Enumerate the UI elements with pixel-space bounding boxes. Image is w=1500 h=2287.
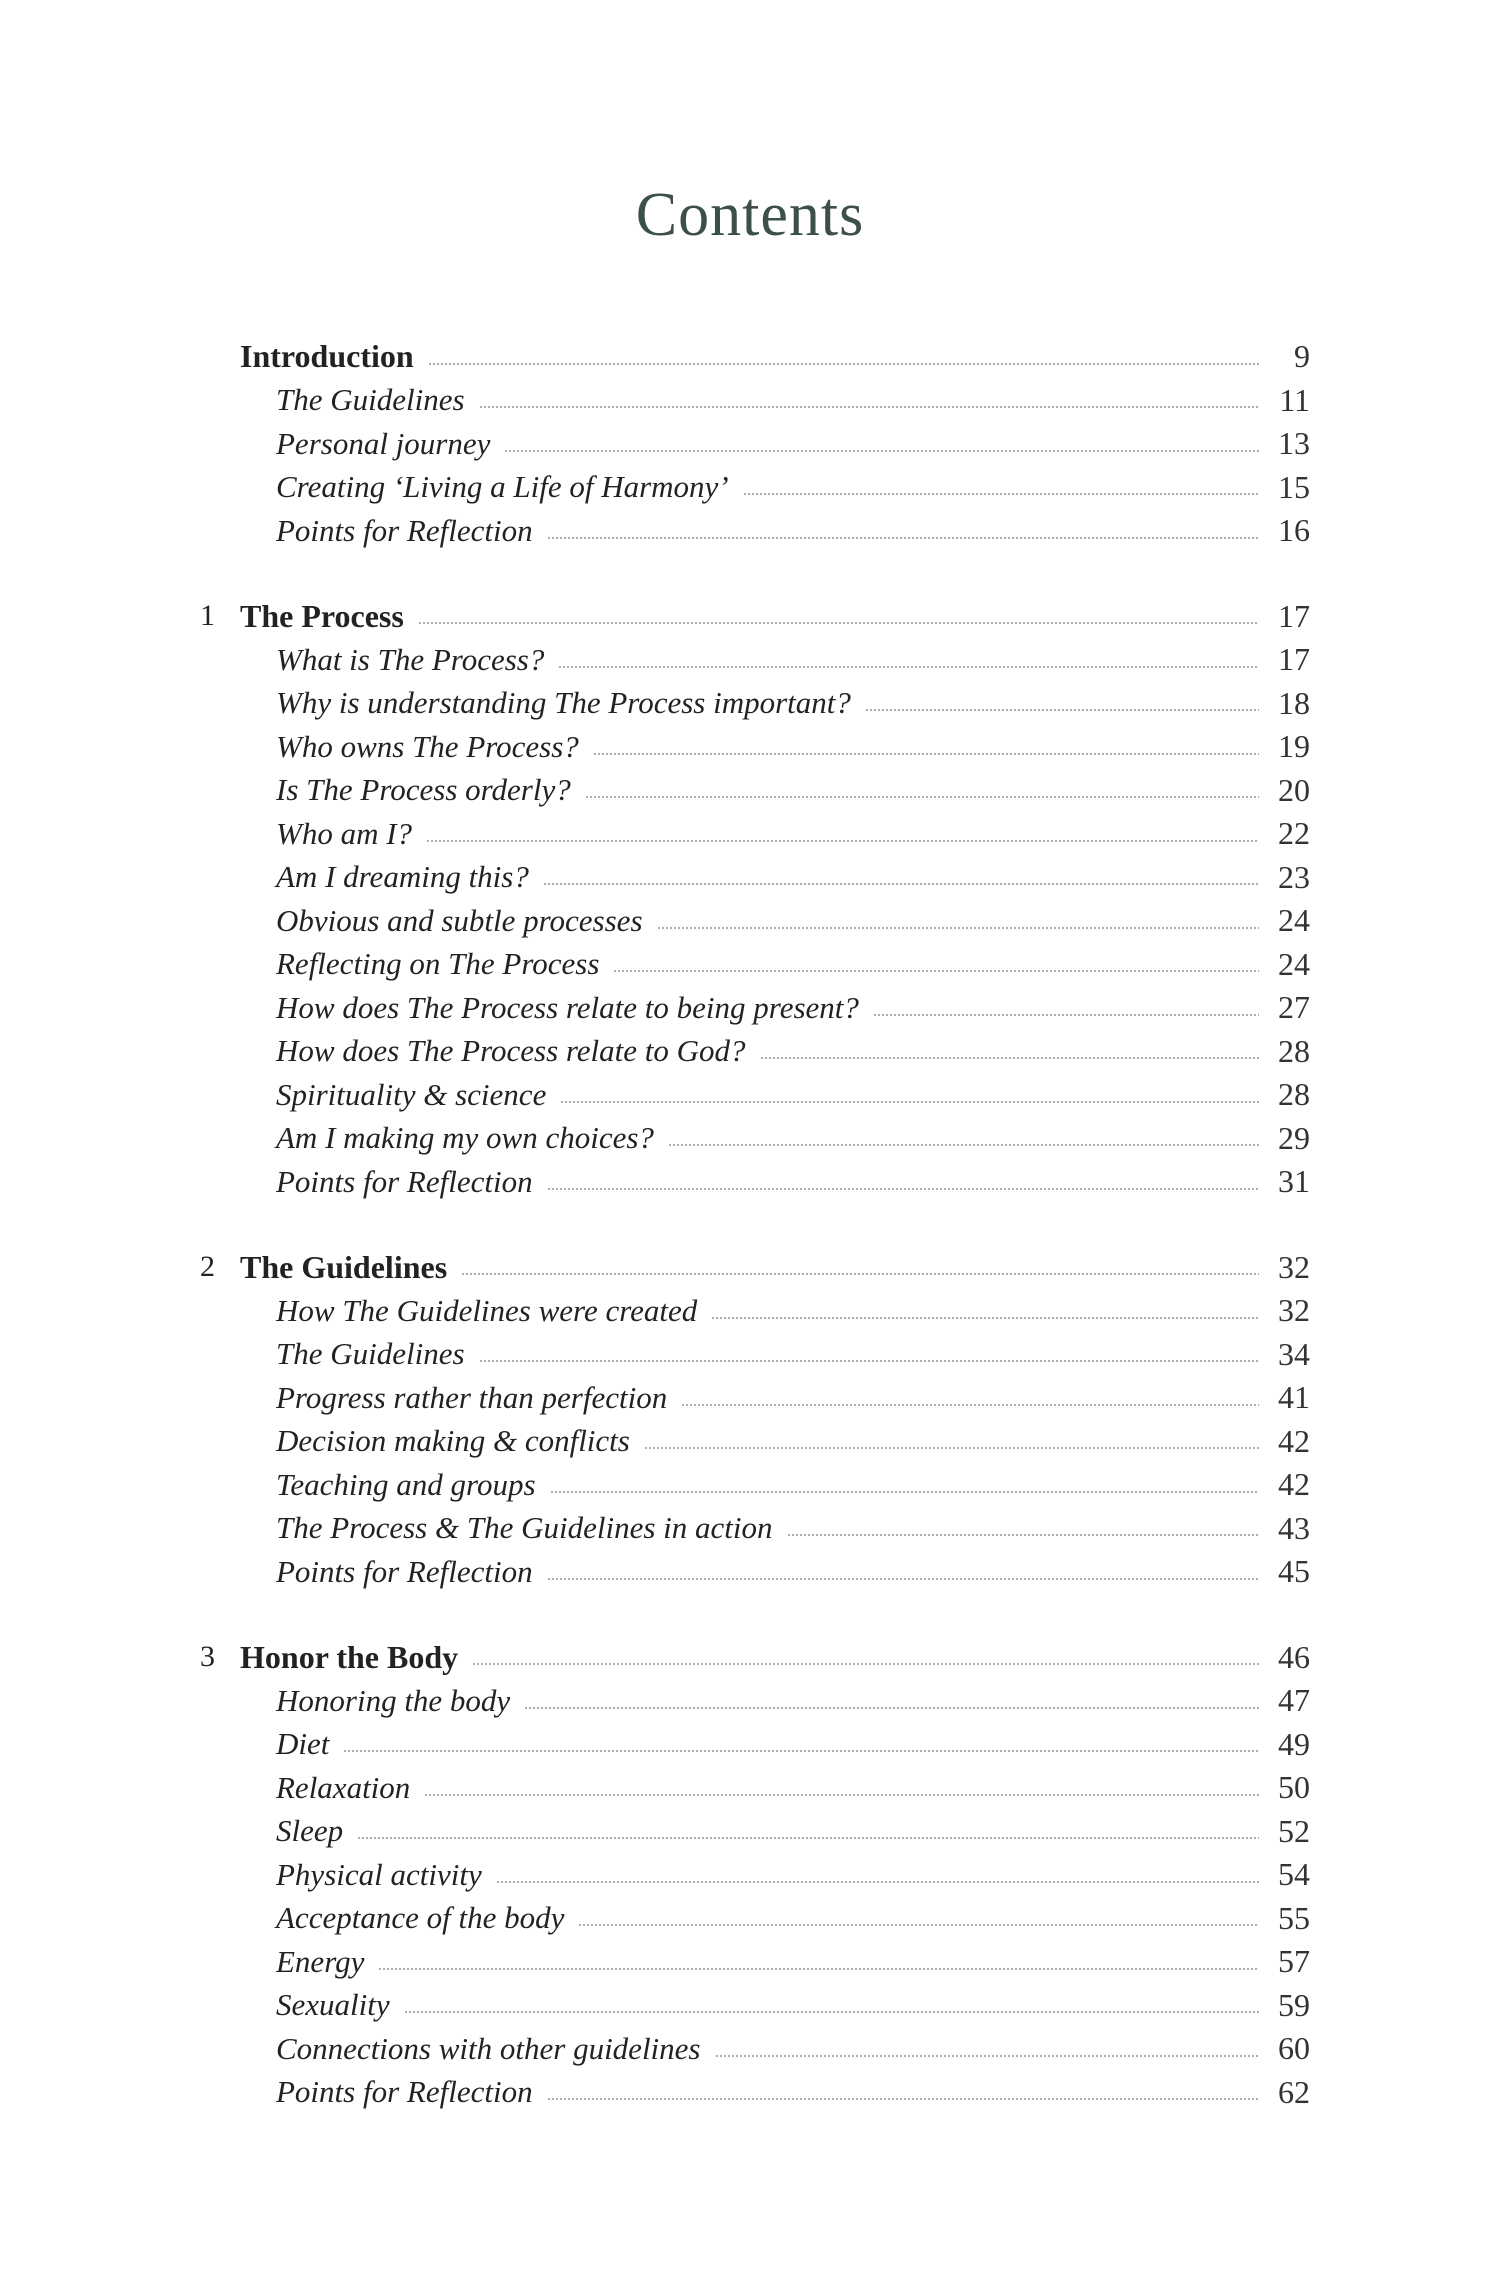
page-number: 47 <box>1278 1682 1310 1719</box>
entry-label-wrap <box>276 1857 1273 1893</box>
dot-leader <box>578 1924 1259 1926</box>
toc-subentry <box>0 1550 1500 1594</box>
entry-label-wrap <box>276 772 1273 808</box>
toc-subentry <box>0 1984 1500 2028</box>
toc-subentry <box>0 422 1500 466</box>
subentry-title: Reflecting on The Process <box>276 946 600 982</box>
toc-subentry <box>0 638 1500 682</box>
subentry-title: Decision making & conflicts <box>276 1423 630 1459</box>
toc-subentry <box>0 812 1500 856</box>
subentry-title: Points for Reflection <box>276 2074 533 2110</box>
toc-chapter-entry <box>0 595 1500 639</box>
entry-label-wrap <box>276 1120 1273 1156</box>
toc-subentry <box>0 466 1500 510</box>
page-number: 24 <box>1278 945 1310 982</box>
entry-label-wrap <box>276 1293 1273 1329</box>
dot-leader <box>426 840 1259 842</box>
toc-subentry <box>0 1853 1500 1897</box>
entry-label-wrap <box>276 903 1273 939</box>
dot-leader <box>593 753 1259 755</box>
dot-leader <box>461 1273 1259 1275</box>
table-of-contents <box>0 335 1500 2156</box>
entry-label-wrap <box>276 1726 1273 1762</box>
entry-label-wrap <box>240 1639 1273 1676</box>
entry-label-wrap <box>276 1900 1273 1936</box>
entry-label-wrap <box>276 469 1273 505</box>
entry-label-wrap <box>276 816 1273 852</box>
chapter-number: 1 <box>200 599 215 633</box>
toc-subentry <box>0 725 1500 769</box>
entry-label-wrap <box>276 685 1273 721</box>
page-number: 15 <box>1278 468 1310 505</box>
page-number: 27 <box>1278 989 1310 1026</box>
dot-leader <box>865 709 1259 711</box>
dot-leader <box>787 1534 1259 1536</box>
subentry-title: Relaxation <box>276 1769 411 1805</box>
dot-leader <box>550 1491 1259 1493</box>
toc-subentry <box>0 1117 1500 1161</box>
toc-chapter-entry <box>0 1246 1500 1290</box>
page-number: 17 <box>1278 597 1310 634</box>
page-number: 16 <box>1278 512 1310 549</box>
dot-leader <box>472 1663 1259 1665</box>
dot-leader <box>547 2098 1259 2100</box>
page-number: 34 <box>1278 1335 1310 1372</box>
page-number: 42 <box>1278 1466 1310 1503</box>
subentry-title: Obvious and subtle processes <box>276 902 643 938</box>
toc-subentry <box>0 1376 1500 1420</box>
subentry-title: Sleep <box>276 1813 344 1849</box>
page-number: 55 <box>1278 1899 1310 1936</box>
subentry-title: Honoring the body <box>276 1682 511 1718</box>
subentry-title: How The Guidelines were created <box>276 1292 698 1328</box>
subentry-title: Personal journey <box>276 425 491 461</box>
entry-label-wrap <box>276 1467 1273 1503</box>
subentry-title: How does The Process relate to being present? <box>276 989 859 1025</box>
page-number: 20 <box>1278 771 1310 808</box>
toc-subentry <box>0 943 1500 987</box>
entry-label-wrap <box>276 426 1273 462</box>
toc-subentry <box>0 1940 1500 1984</box>
page-number: 28 <box>1278 1076 1310 1113</box>
entry-label-wrap <box>276 1987 1273 2023</box>
page-number: 46 <box>1278 1638 1310 1675</box>
toc-section <box>0 335 1500 553</box>
subentry-title: Spirituality & science <box>276 1076 547 1112</box>
dot-leader <box>558 666 1259 668</box>
entry-label-wrap <box>276 1683 1273 1719</box>
page-number: 9 <box>1294 338 1310 375</box>
toc-subentry <box>0 1289 1500 1333</box>
chapter-title: The Process <box>240 597 404 634</box>
page-number: 42 <box>1278 1422 1310 1459</box>
entry-label-wrap <box>276 1164 1273 1200</box>
subentry-title: Physical activity <box>276 1856 482 1892</box>
toc-section <box>0 1636 1500 2115</box>
toc-subentry <box>0 986 1500 1030</box>
dot-leader <box>418 622 1259 624</box>
dot-leader <box>378 1968 1259 1970</box>
page-number: 28 <box>1278 1032 1310 1069</box>
subentry-title: The Process & The Guidelines in action <box>276 1510 773 1546</box>
chapter-title: Introduction <box>240 338 414 375</box>
page-number: 43 <box>1278 1509 1310 1546</box>
toc-subentry <box>0 682 1500 726</box>
dot-leader <box>760 1057 1259 1059</box>
subentry-title: Energy <box>276 1943 365 1979</box>
toc-chapter-entry <box>0 1636 1500 1680</box>
page-number: 52 <box>1278 1812 1310 1849</box>
page-number: 29 <box>1278 1119 1310 1156</box>
entry-label-wrap <box>276 2074 1273 2110</box>
toc-subentry <box>0 1160 1500 1204</box>
page-number: 32 <box>1278 1292 1310 1329</box>
entry-label-wrap <box>276 729 1273 765</box>
toc-subentry <box>0 769 1500 813</box>
page-number: 13 <box>1278 425 1310 462</box>
page-number: 24 <box>1278 902 1310 939</box>
page-number: 59 <box>1278 1986 1310 2023</box>
entry-label-wrap <box>276 1423 1273 1459</box>
dot-leader <box>547 1578 1259 1580</box>
dot-leader <box>543 883 1259 885</box>
subentry-title: Progress rather than perfection <box>276 1379 668 1415</box>
dot-leader <box>496 1881 1259 1883</box>
toc-subentry <box>0 509 1500 553</box>
subentry-title: Who am I? <box>276 815 413 851</box>
entry-label-wrap <box>276 1380 1273 1416</box>
subentry-title: What is The Process? <box>276 641 545 677</box>
page-number: 18 <box>1278 684 1310 721</box>
dot-leader <box>711 1317 1259 1319</box>
chapter-number: 2 <box>200 1250 215 1284</box>
toc-subentry <box>0 1073 1500 1117</box>
page-number: 19 <box>1278 728 1310 765</box>
dot-leader <box>428 363 1259 365</box>
toc-subentry <box>0 1679 1500 1723</box>
dot-leader <box>479 1360 1259 1362</box>
page-title: Contents <box>635 181 865 249</box>
entry-label-wrap <box>276 1033 1273 1069</box>
dot-leader <box>644 1447 1259 1449</box>
page-number: 41 <box>1278 1379 1310 1416</box>
toc-subentry <box>0 1810 1500 1854</box>
dot-leader <box>560 1101 1259 1103</box>
entry-label-wrap <box>276 990 1273 1026</box>
subentry-title: The Guidelines <box>276 382 465 418</box>
page-number: 11 <box>1279 381 1310 418</box>
subentry-title: Connections with other guidelines <box>276 2030 701 2066</box>
toc-subentry <box>0 1463 1500 1507</box>
toc-subentry <box>0 1507 1500 1551</box>
subentry-title: Diet <box>276 1726 330 1762</box>
dot-leader <box>547 537 1259 539</box>
subentry-title: How does The Process relate to God? <box>276 1033 746 1069</box>
subentry-title: Am I making my own choices? <box>276 1120 654 1156</box>
page-number: 45 <box>1278 1553 1310 1590</box>
subentry-title: Am I dreaming this? <box>276 859 529 895</box>
toc-section <box>0 595 1500 1204</box>
entry-label-wrap <box>276 382 1273 418</box>
page-number: 22 <box>1278 815 1310 852</box>
dot-leader <box>743 493 1259 495</box>
dot-leader <box>657 927 1259 929</box>
dot-leader <box>585 796 1259 798</box>
dot-leader <box>357 1837 1259 1839</box>
toc-subentry <box>0 1030 1500 1074</box>
dot-leader <box>479 406 1259 408</box>
page-number: 50 <box>1278 1769 1310 1806</box>
toc-subentry <box>0 1420 1500 1464</box>
toc-subentry <box>0 2071 1500 2115</box>
toc-subentry <box>0 899 1500 943</box>
dot-leader <box>873 1014 1259 1016</box>
entry-label-wrap <box>276 1944 1273 1980</box>
subentry-title: Points for Reflection <box>276 1553 533 1589</box>
entry-label-wrap <box>276 642 1273 678</box>
chapter-title: Honor the Body <box>240 1638 459 1675</box>
subentry-title: Teaching and groups <box>276 1466 536 1502</box>
chapter-number: 3 <box>200 1640 215 1674</box>
toc-subentry <box>0 1897 1500 1941</box>
toc-chapter-entry <box>0 335 1500 379</box>
subentry-title: The Guidelines <box>276 1336 465 1372</box>
page-number: 62 <box>1278 2073 1310 2110</box>
entry-label-wrap <box>276 1770 1273 1806</box>
subentry-title: Why is understanding The Process important? <box>276 685 851 721</box>
page-number: 49 <box>1278 1725 1310 1762</box>
chapter-title: The Guidelines <box>240 1248 448 1285</box>
dot-leader <box>613 970 1259 972</box>
dot-leader <box>343 1750 1259 1752</box>
dot-leader <box>681 1404 1259 1406</box>
page-number: 31 <box>1278 1163 1310 1200</box>
entry-label-wrap <box>276 513 1273 549</box>
dot-leader <box>547 1188 1259 1190</box>
toc-subentry <box>0 1723 1500 1767</box>
dot-leader <box>524 1707 1259 1709</box>
toc-subentry <box>0 379 1500 423</box>
toc-subentry <box>0 1333 1500 1377</box>
subentry-title: Points for Reflection <box>276 1163 533 1199</box>
page-number: 54 <box>1278 1856 1310 1893</box>
entry-label-wrap <box>276 946 1273 982</box>
entry-label-wrap <box>276 1510 1273 1546</box>
subentry-title: Who owns The Process? <box>276 728 579 764</box>
entry-label-wrap <box>240 1249 1273 1286</box>
entry-label-wrap <box>276 1336 1273 1372</box>
entry-label-wrap <box>276 859 1273 895</box>
page-number: 60 <box>1278 2030 1310 2067</box>
subentry-title: Points for Reflection <box>276 512 533 548</box>
subentry-title: Is The Process orderly? <box>276 772 571 808</box>
page-number: 32 <box>1278 1248 1310 1285</box>
subentry-title: Acceptance of the body <box>276 1900 565 1936</box>
entry-label-wrap <box>276 1554 1273 1590</box>
dot-leader <box>504 450 1259 452</box>
page-number: 57 <box>1278 1943 1310 1980</box>
page-number: 23 <box>1278 858 1310 895</box>
dot-leader <box>424 1794 1259 1796</box>
toc-subentry <box>0 1766 1500 1810</box>
subentry-title: Sexuality <box>276 1987 390 2023</box>
toc-subentry <box>0 2027 1500 2071</box>
entry-label-wrap <box>276 1077 1273 1113</box>
page-number: 17 <box>1278 641 1310 678</box>
entry-label-wrap <box>276 1813 1273 1849</box>
toc-section <box>0 1246 1500 1594</box>
dot-leader <box>404 2011 1259 2013</box>
toc-subentry <box>0 856 1500 900</box>
entry-label-wrap <box>240 598 1273 635</box>
dot-leader <box>668 1144 1259 1146</box>
entry-label-wrap <box>240 338 1273 375</box>
dot-leader <box>715 2055 1260 2057</box>
subentry-title: Creating ‘Living a Life of Harmony’ <box>276 469 729 505</box>
entry-label-wrap <box>276 2031 1273 2067</box>
